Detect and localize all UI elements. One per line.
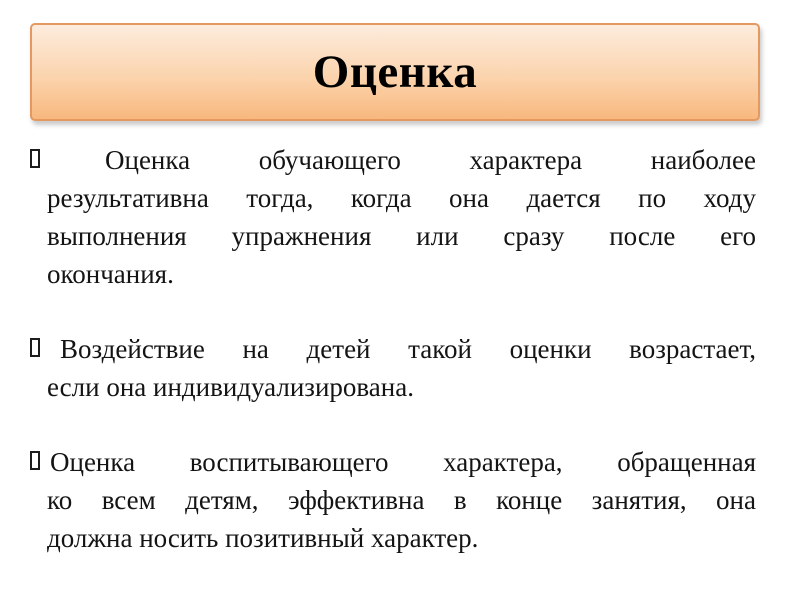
slide-body <box>30 141 756 557</box>
text-line: если она индивидуализирована. <box>47 372 414 402</box>
text-line: Оценка обучающего характера наиболее <box>105 145 756 175</box>
bullet-item-3 <box>30 443 756 557</box>
missing-glyph-bullet-icon <box>30 149 40 168</box>
bullet-item-2 <box>30 330 756 406</box>
slide-title: Оценка <box>312 46 478 98</box>
bullet-item-1 <box>30 141 756 293</box>
text-line: выполнения упражнения или сразу после его <box>47 221 756 251</box>
text-line: Воздействие на детей такой оценки возрастает, <box>60 334 756 364</box>
title-banner <box>30 23 760 121</box>
text-line: должна носить позитивный характер. <box>47 523 479 553</box>
text-line: Оценка воспитывающего характера, обращенная <box>50 447 756 477</box>
missing-glyph-bullet-icon <box>30 338 40 357</box>
text-line: результативна тогда, когда она дается по ходу <box>47 183 756 213</box>
text-line: ко всем детям, эффективна в конце занятия, она <box>47 485 756 515</box>
text-line: окончания. <box>47 259 174 289</box>
missing-glyph-bullet-icon <box>30 451 40 470</box>
